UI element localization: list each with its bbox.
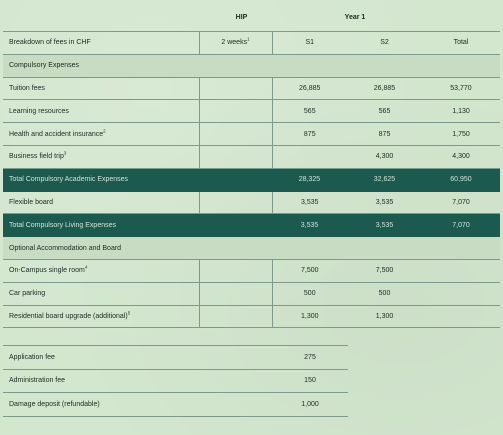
table-row: [3, 100, 500, 123]
weeks-header: 2 weeks$^1$: [199, 32, 272, 55]
s2-cell: 3,535: [347, 191, 422, 214]
total-cell: 7,070: [422, 191, 500, 214]
row-label: Business field trip$^3$: [3, 145, 199, 168]
hip-cell: [199, 191, 272, 214]
total-header: Total: [422, 32, 500, 55]
section-optional: [3, 237, 500, 260]
total-row-living: [3, 214, 500, 237]
hip-cell: [199, 77, 272, 100]
s2-cell: 32,625: [347, 168, 422, 191]
total-cell: 4,300: [422, 145, 500, 168]
s1-cell: 565: [272, 100, 347, 123]
s2-cell: 4,300: [347, 145, 422, 168]
hip-cell: [199, 305, 272, 328]
fee-label: Administration fee: [3, 369, 272, 393]
column-group-header: [0, 10, 503, 24]
row-label: Flexible board: [3, 191, 199, 214]
total-cell: 7,070: [422, 214, 500, 237]
s1-cell: 26,885: [272, 77, 347, 100]
row-label: Total Compulsory Academic Expenses: [3, 168, 199, 191]
row-label: Car parking: [3, 282, 199, 305]
s2-cell: 565: [347, 100, 422, 123]
fee-value: 150: [272, 369, 348, 393]
s1-cell: 3,535: [272, 214, 347, 237]
total-cell: 1,750: [422, 123, 500, 146]
s2-header: S2: [347, 32, 422, 55]
total-row-academic: [3, 168, 500, 191]
hip-cell: [199, 282, 272, 305]
table-header-row: [3, 32, 500, 55]
total-cell: 1,130: [422, 100, 500, 123]
s2-cell: 7,500: [347, 259, 422, 282]
table-row: [3, 282, 500, 305]
s2-cell: 500: [347, 282, 422, 305]
total-cell: [422, 282, 500, 305]
s1-cell: 1,300: [272, 305, 347, 328]
section-label: Optional Accommodation and Board: [3, 237, 500, 260]
table-row: [3, 346, 348, 370]
fee-value: 275: [272, 346, 348, 370]
table-row: [3, 393, 348, 417]
row-label: Total Compulsory Living Expenses: [3, 214, 199, 237]
hip-cell: [199, 214, 272, 237]
row-label: Residential board upgrade (additional)$^5$: [3, 305, 199, 328]
breakdown-header: Breakdown of fees in CHF: [3, 32, 199, 55]
section-label: Compulsory Expenses: [3, 54, 500, 77]
table-row: [3, 145, 500, 168]
s1-cell: [272, 145, 347, 168]
row-label: Tuition fees: [3, 77, 199, 100]
table-row: [3, 259, 500, 282]
s2-cell: 1,300: [347, 305, 422, 328]
hip-cell: [199, 259, 272, 282]
fee-value: 1,000: [272, 393, 348, 417]
table-row: [3, 77, 500, 100]
row-label: On-Campus single room$^4$: [3, 259, 199, 282]
other-fees-table: [3, 345, 348, 417]
hip-header: HIP: [235, 14, 248, 21]
total-cell: [422, 259, 500, 282]
fees-table: [3, 31, 500, 328]
s1-cell: 7,500: [272, 259, 347, 282]
table-row: [3, 191, 500, 214]
s1-cell: 500: [272, 282, 347, 305]
table-row: [3, 305, 500, 328]
hip-cell: [199, 168, 272, 191]
s1-cell: 3,535: [272, 191, 347, 214]
table-row: [3, 123, 500, 146]
row-label: Health and accident insurance$^2$: [3, 123, 199, 146]
s1-header: S1: [272, 32, 347, 55]
s1-cell: 875: [272, 123, 347, 146]
hip-cell: [199, 145, 272, 168]
s1-cell: 28,325: [272, 168, 347, 191]
hip-cell: [199, 100, 272, 123]
fee-label: Damage deposit (refundable): [3, 393, 272, 417]
section-compulsory: [3, 54, 500, 77]
s2-cell: 875: [347, 123, 422, 146]
total-cell: 53,770: [422, 77, 500, 100]
total-cell: [422, 305, 500, 328]
hip-cell: [199, 123, 272, 146]
row-label: Learning resources: [3, 100, 199, 123]
fee-label: Application fee: [3, 346, 272, 370]
total-cell: 60,950: [422, 168, 500, 191]
s2-cell: 26,885: [347, 77, 422, 100]
table-row: [3, 369, 348, 393]
s2-cell: 3,535: [347, 214, 422, 237]
year1-header: Year 1: [344, 14, 366, 21]
